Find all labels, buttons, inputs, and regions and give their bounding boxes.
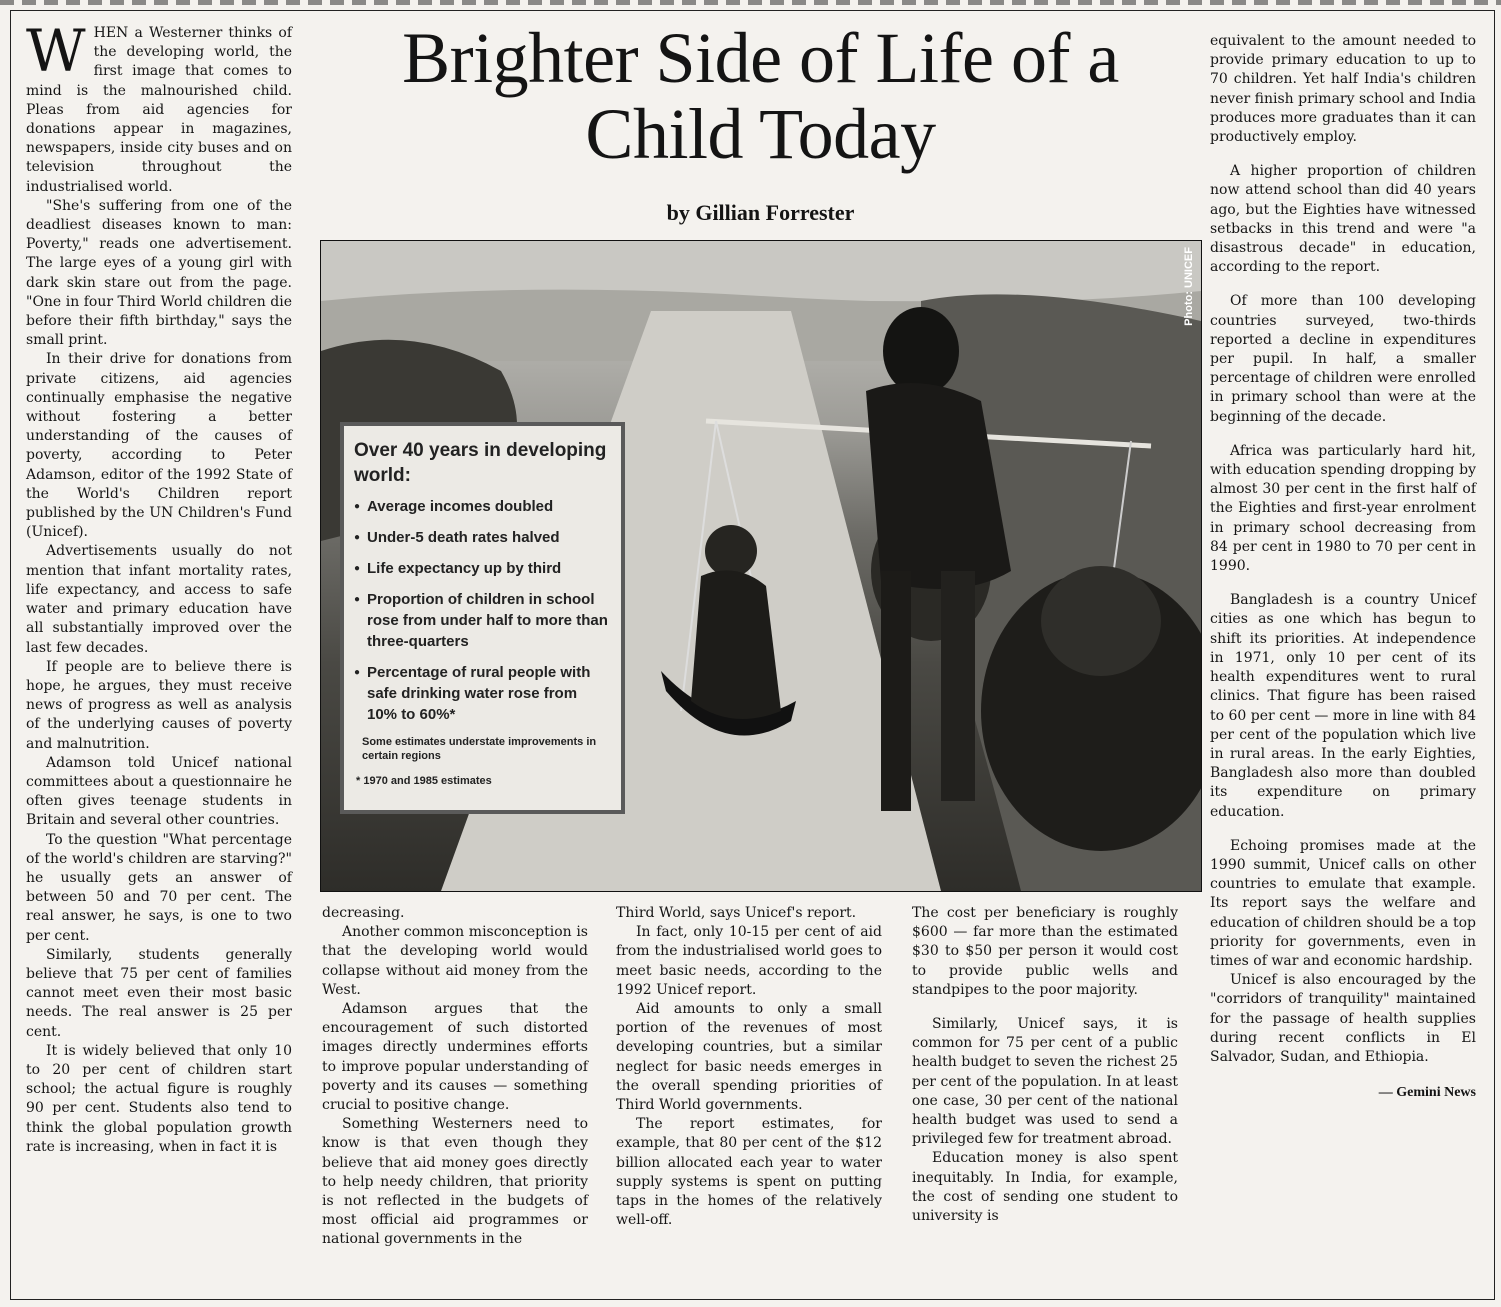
paragraph: Advertisements usually do not mention that infant mortality rates, life expectancy, and access to safe water and primary education have all substantially improved over the last few decades. [26,543,292,656]
paragraph: "She's suffering from one of the deadliest diseases known to man: Poverty," reads one advertisement. The large eyes of a young girl with dark skin stare out from the page. "One in four Third World children die before their fifth birthday," says the small print. [26,197,292,349]
facts-box-title: Over 40 years in developing world: [354,440,607,486]
paragraph: It is widely believed that only 10 to 20 per cent of children start school; the actual figure is roughly 90 per cent. Students also tend to think the global population growth rate is increasing, when in fact it is [26,1042,292,1155]
headline: Brighter Side of Life of a Child Today [402,18,1119,174]
paragraph: Similarly, Unicef says, it is common for 75 per cent of a public health budget to seven the richest 25 per cent of the population. In at least one case, 30 per cent of the national health budget was used to send a privileged few for treatment abroad. [912,1016,1178,1148]
drop-cap: W [26,17,86,85]
column-2 [322,904,588,1250]
list-item: ● Proportion of children in school rose from under half to more than three-quarters [354,589,611,652]
paragraph: Another common misconception is that the developing world would collapse without aid money from the West. [322,924,588,998]
paragraph: Adamson argues that the encouragement of such distorted images directly undermines efforts to improve popular understanding of poverty and its causes — something crucial to positive change. [322,1001,588,1114]
paragraph: The report estimates, for example, that 80 per cent of the $12 billion allocated each year to water supply systems is spent on putting taps in the homes of the relatively well-off. [616,1116,882,1229]
column-4 [912,904,1178,1226]
paragraph: Third World, says Unicef's report. [616,905,857,921]
paragraph: Education money is also spent inequitably. In India, for example, the cost of sending one student to university is [912,1150,1178,1225]
facts-box [340,422,625,814]
top-rule [0,0,1501,5]
facts-box-note: Some estimates understate improvements in certain regions [362,736,597,762]
paragraph: Africa was particularly hard hit, with education spending dropping by almost 30 per cent in the first half of the Eighties and first-year enrolment in primary school decreasing from 84 per cent in 1980 to 70 per cent in 1990. [1210,442,1476,575]
column-3 [616,904,882,1230]
paragraph: Echoing promises made at the 1990 summit, Unicef calls on other countries to emulate that example. Its report says the welfare and education of children should be a top priority for governments, even in times of war and economic hardship. [1210,837,1476,969]
paragraph: Bangladesh is a country Unicef cities as one which has begun to shift its priorities. At independence in 1971, only 10 per cent of its health expenditures went to rural clinics. That figure has been raised to 60 per cent — more in line with 84 per cent of the population which live in rural areas. In the early Eighties, Bangladesh also more than doubled its expenditure on primary education. [1210,592,1476,820]
facts-list [354,496,611,725]
list-item: ● Percentage of rural people with safe drinking water rose from 10% to 60%* [354,662,611,725]
paragraph: In fact, only 10-15 per cent of aid from the industrialised world goes to meet basic needs, according to the 1992 Unicef report. [616,924,882,998]
article-photo [320,240,1202,892]
paragraph: To the question "What percentage of the world's children are starving?" he usually gets an answer of between 50 and 70 per cent. The real answer, he says, is one to two per cent. [26,831,292,944]
list-item: ● Life expectancy up by third [354,558,611,579]
column-5 [1210,32,1476,1102]
paragraph: If people are to believe there is hope, he argues, they must receive news of progress as well as analysis of the underlying causes of poverty and malnutrition. [26,658,292,752]
paragraph: The cost per beneficiary is roughly $600 — far more than the estimated $30 to $50 per person it would cost to provide public wells and standpipes to the poor majority. [912,905,1178,998]
paragraph: In their drive for donations from private citizens, aid agencies continually emphasise the negative without fostering a better understanding of the causes of poverty, according to Peter Adamson, editor of the 1992 State of the World's Children report published by the UN Children's Fund (Unicef). [26,351,292,541]
facts-box-footnote: * 1970 and 1985 estimates [356,775,492,787]
photo-credit: Photo: UNICEF [1183,247,1195,326]
paragraph: equivalent to the amount needed to provide primary education to up to 70 children. Yet half India's children never finish primary school and India produces more graduates than it can productively employ. [1210,33,1476,146]
paragraph: A higher proportion of children now attend school than did 40 years ago, but the Eighties have witnessed setbacks in this trend and were "a disastrous decade" in education, according to the report. [1210,163,1476,276]
paragraph: HEN a Westerner thinks of the developing world, the first image that comes to mind is the malnourished child. Pleas from aid agencies for donations appear in magazines, newspapers, inside city buses and on television throughout the industrialised world. [26,25,292,195]
paragraph: Adamson told Unicef national committees about a questionnaire he often gives teenage students in Britain and several other countries. [26,754,292,829]
paragraph: Aid amounts to only a small portion of the revenues of most developing countries, but a similar neglect for basic needs emerges in the overall spending priorities of Third World governments. [616,1001,882,1114]
paragraph: Similarly, students generally believe that 75 per cent of families cannot meet even their most basic needs. The real answer is 25 per cent. [26,946,292,1040]
list-item: ● Under-5 death rates halved [354,527,611,548]
byline: by Gillian Forrester [666,200,855,225]
paragraph: Unicef is also encouraged by the "corridors of tranquility" maintained for the passage of health supplies during recent conflicts in El Salvador, Sudan, and Ethiopia. [1210,972,1476,1065]
signoff: — Gemini News [1378,1085,1476,1101]
column-1 [26,17,292,1157]
paragraph: Of more than 100 developing countries surveyed, two-thirds reported a decline in expenditures per pupil. In half, a smaller percentage of children were enrolled in primary school than were at the beginning of the decade. [1210,293,1476,425]
paragraph: decreasing. [322,905,405,921]
paragraph: Something Westerners need to know is that even though they believe that aid money goes directly to help needy children, that priority is not reflected in the budgets of most official aid programmes or national governments in the [322,1116,588,1248]
list-item: ● Average incomes doubled [354,496,611,517]
